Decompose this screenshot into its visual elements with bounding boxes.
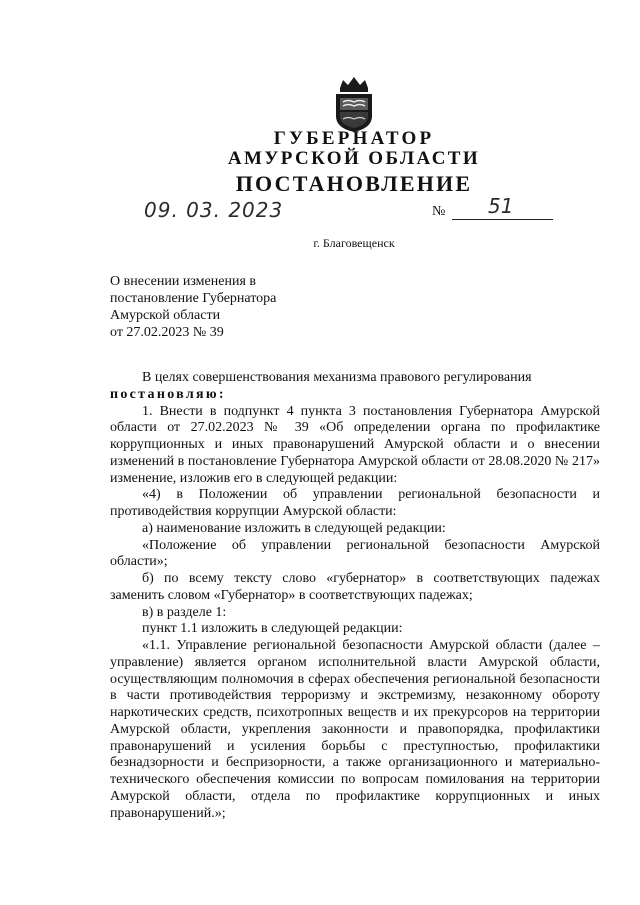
body-paragraph: «4) в Положении об управлении региональной безопасности и противодействия коррупции Амурской области:	[110, 487, 600, 519]
body-paragraph: В целях совершенствования механизма правового регулирования	[142, 370, 532, 385]
body-paragraph: пункт 1.1 изложить в следующей редакции:	[142, 621, 403, 637]
body-paragraph: в) в разделе 1:	[142, 604, 227, 620]
body-paragraph: а) наименование изложить в следующей редакции:	[142, 520, 446, 536]
header-governor: ГУБЕРНАТОР	[273, 128, 435, 149]
body-paragraph: «Положение об управлении региональной безопасности Амурской области»;	[110, 537, 600, 570]
header-decree: ПОСТАНОВЛЕНИЕ	[235, 171, 473, 196]
number-label: №	[432, 204, 446, 219]
coat-of-arms-icon	[331, 74, 377, 134]
decree-date: 09. 03. 2023	[144, 198, 284, 222]
body-paragraph: б) по всему тексту слово «губернатор» в соответствующих падежах заменить словом «Губернатор» в соответствующих падежах;	[110, 571, 600, 603]
header-region: АМУРСКОЙ ОБЛАСТИ	[227, 148, 481, 169]
subject-line: Амурской области	[110, 308, 221, 323]
city-name: г. Благовещенск	[313, 236, 395, 250]
number-underline	[452, 219, 553, 220]
subject-line: постановление Губернатора	[110, 291, 277, 306]
subject-line: О внесении изменения в	[110, 274, 256, 289]
body-paragraph: 1. Внести в подпункт 4 пункта 3 постановления Губернатора Амурской области от 27.02.2023 № 39 «Об определении органа по профилактике коррупционных и иных правонарушений Амурской области и о внесении изменений в постановление Губернатора Амурской области от 28.08.2020 № 217» изменение, изложив его в следующей редакции:	[110, 403, 600, 486]
body-paragraph: «1.1. Управление региональной безопасности Амурской области (далее – управление) является органом исполнительной власти Амурской области, осуществляющим полномочия в сферах обеспечения региональной безопасности в части противодействия терроризму и экстремизму, незаконному обороту наркотических средств, психотропных веществ и их прекурсоров на территории Амурской области, укрепления законности и правопорядка, профилактики правонарушений и усиления борьбы с преступностью, профилактики безнадзорности и беспризорности, а также организационного и материально-технического обеспечения комиссии по вопросам помилования на территории Амурской области, отдела по профилактике коррупционных и иных правонарушений.»;	[110, 638, 600, 821]
decree-body	[110, 370, 600, 822]
subject-line: от 27.02.2023 № 39	[110, 325, 224, 340]
body-resolve-word: постановляю:	[110, 386, 226, 402]
decree-subject	[110, 273, 276, 341]
decree-number: 51	[488, 194, 514, 218]
